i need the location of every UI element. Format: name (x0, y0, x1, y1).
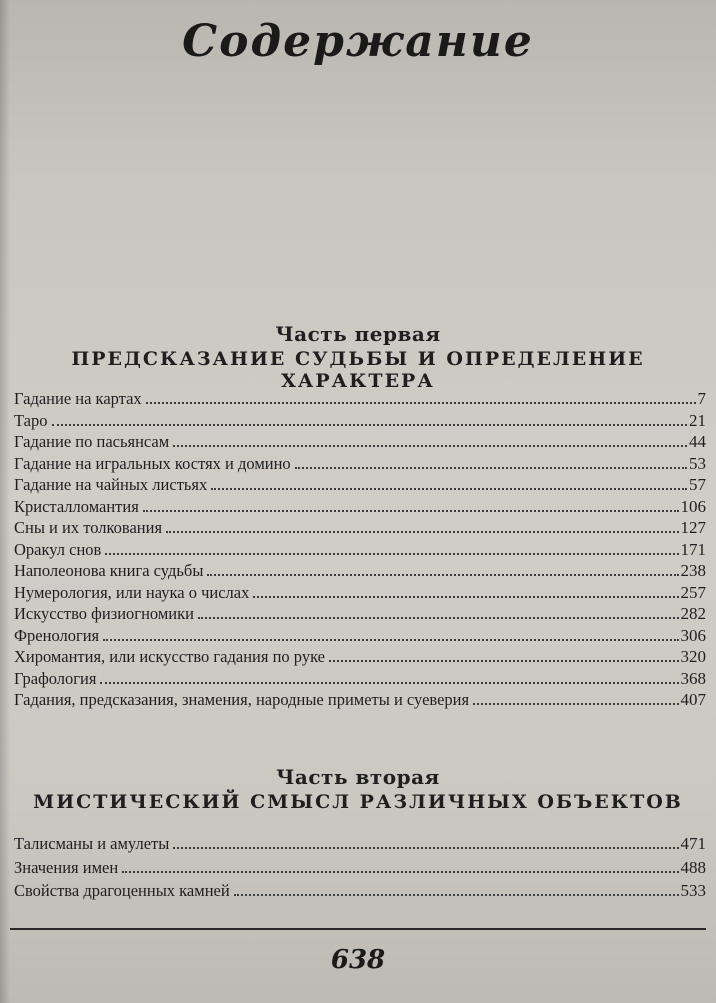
toc-entry (14, 646, 706, 668)
part-two-heading: МИСТИЧЕСКИЙ СМЫСЛ РАЗЛИЧНЫХ ОБЪЕКТОВ (33, 791, 683, 813)
toc-entry-page-number: 257 (680, 582, 706, 602)
part-one-contents (14, 388, 706, 711)
toc-entry-title: Графология (14, 668, 97, 688)
toc-entry-page-number: 106 (680, 496, 706, 516)
toc-entry-page-number: 320 (680, 647, 706, 666)
toc-entry-page-number: 21 (689, 410, 706, 430)
toc-entry-page-number: 533 (680, 881, 706, 900)
toc-entry-page-number: 407 (680, 690, 706, 709)
dot-leader (211, 488, 687, 490)
page-title: Содержание (182, 16, 534, 67)
toc-entry-title: Френология (14, 625, 100, 645)
toc-entry-page-number: 53 (689, 453, 706, 473)
toc-entry (14, 582, 706, 604)
toc-entry (14, 689, 706, 711)
dot-leader (253, 596, 678, 598)
dot-leader (473, 703, 678, 705)
toc-entry (14, 603, 706, 625)
dot-leader (166, 531, 678, 533)
dot-leader (198, 617, 679, 619)
part-two-label: Часть вторая (276, 765, 440, 789)
toc-entry (14, 496, 706, 518)
toc-entry-page-number: 282 (680, 604, 706, 623)
page-edge-shadow (0, 0, 10, 1003)
toc-entry-page-number: 306 (680, 625, 706, 645)
toc-entry (14, 517, 706, 539)
toc-entry-title: Кристалломантия (14, 496, 139, 516)
toc-entry-title: Искусство физиогномики (14, 604, 194, 623)
dot-leader (105, 553, 678, 555)
toc-entry (14, 431, 706, 453)
toc-entry-title: Сны и их толкования (14, 518, 163, 537)
toc-entry-title: Свойства драгоценных камней (14, 881, 230, 900)
dot-leader (234, 894, 679, 896)
toc-entry (14, 539, 706, 561)
toc-entry-title: Значения имен (14, 857, 119, 877)
part-two-header (0, 765, 716, 813)
toc-entry-page-number: 238 (680, 561, 706, 580)
dot-leader (173, 445, 687, 447)
part-one-header (0, 322, 716, 392)
dot-leader (143, 510, 679, 512)
toc-entry-page-number: 171 (680, 539, 706, 559)
toc-entry-title: Наполеонова книга судьбы (14, 561, 204, 580)
dot-leader (173, 847, 678, 849)
toc-entry-title: Хиромантия, или искусство гадания по руке (14, 647, 326, 666)
toc-entry-title: Талисманы и амулеты (14, 834, 170, 853)
toc-entry-title: Гадание на картах (14, 389, 142, 408)
part-one-heading: ПРЕДСКАЗАНИЕ СУДЬБЫ И ОПРЕДЕЛЕНИЕ ХАРАКТЕРА (71, 348, 645, 392)
toc-entry-title: Таро (14, 410, 48, 430)
dot-leader (146, 402, 696, 404)
page-number: 638 (330, 945, 386, 975)
dot-leader (122, 871, 678, 873)
toc-entry-title: Гадание на игральных костях и домино (14, 453, 291, 473)
dot-leader (52, 424, 688, 426)
part-two-contents (14, 832, 706, 903)
toc-entry-page-number: 7 (697, 389, 706, 408)
toc-entry (14, 560, 706, 582)
toc-entry-page-number: 44 (689, 432, 706, 451)
toc-entry (14, 832, 706, 856)
toc-entry-page-number: 368 (680, 668, 706, 688)
toc-entry-page-number: 471 (680, 834, 706, 853)
toc-entry (14, 410, 706, 432)
dot-leader (207, 574, 678, 576)
toc-entry-page-number: 127 (680, 518, 706, 537)
toc-entry-page-number: 488 (680, 857, 706, 877)
toc-entry-page-number: 57 (689, 475, 706, 494)
toc-entry (14, 474, 706, 496)
toc-entry-title: Нумерология, или наука о числах (14, 582, 250, 602)
toc-entry-title: Оракул снов (14, 539, 102, 559)
toc-entry (14, 388, 706, 410)
footer-rule (10, 928, 706, 930)
dot-leader (329, 660, 678, 662)
toc-entry-title: Гадание на чайных листьях (14, 475, 208, 494)
toc-entry (14, 453, 706, 475)
toc-entry (14, 856, 706, 880)
dot-leader (100, 682, 678, 684)
toc-entry (14, 625, 706, 647)
dot-leader (295, 467, 687, 469)
part-one-label: Часть первая (275, 322, 441, 346)
toc-entry-title: Гадание по пасьянсам (14, 432, 170, 451)
dot-leader (103, 639, 678, 641)
toc-entry (14, 879, 706, 903)
toc-entry-title: Гадания, предсказания, знамения, народные приметы и суеверия (14, 690, 470, 709)
toc-entry (14, 668, 706, 690)
